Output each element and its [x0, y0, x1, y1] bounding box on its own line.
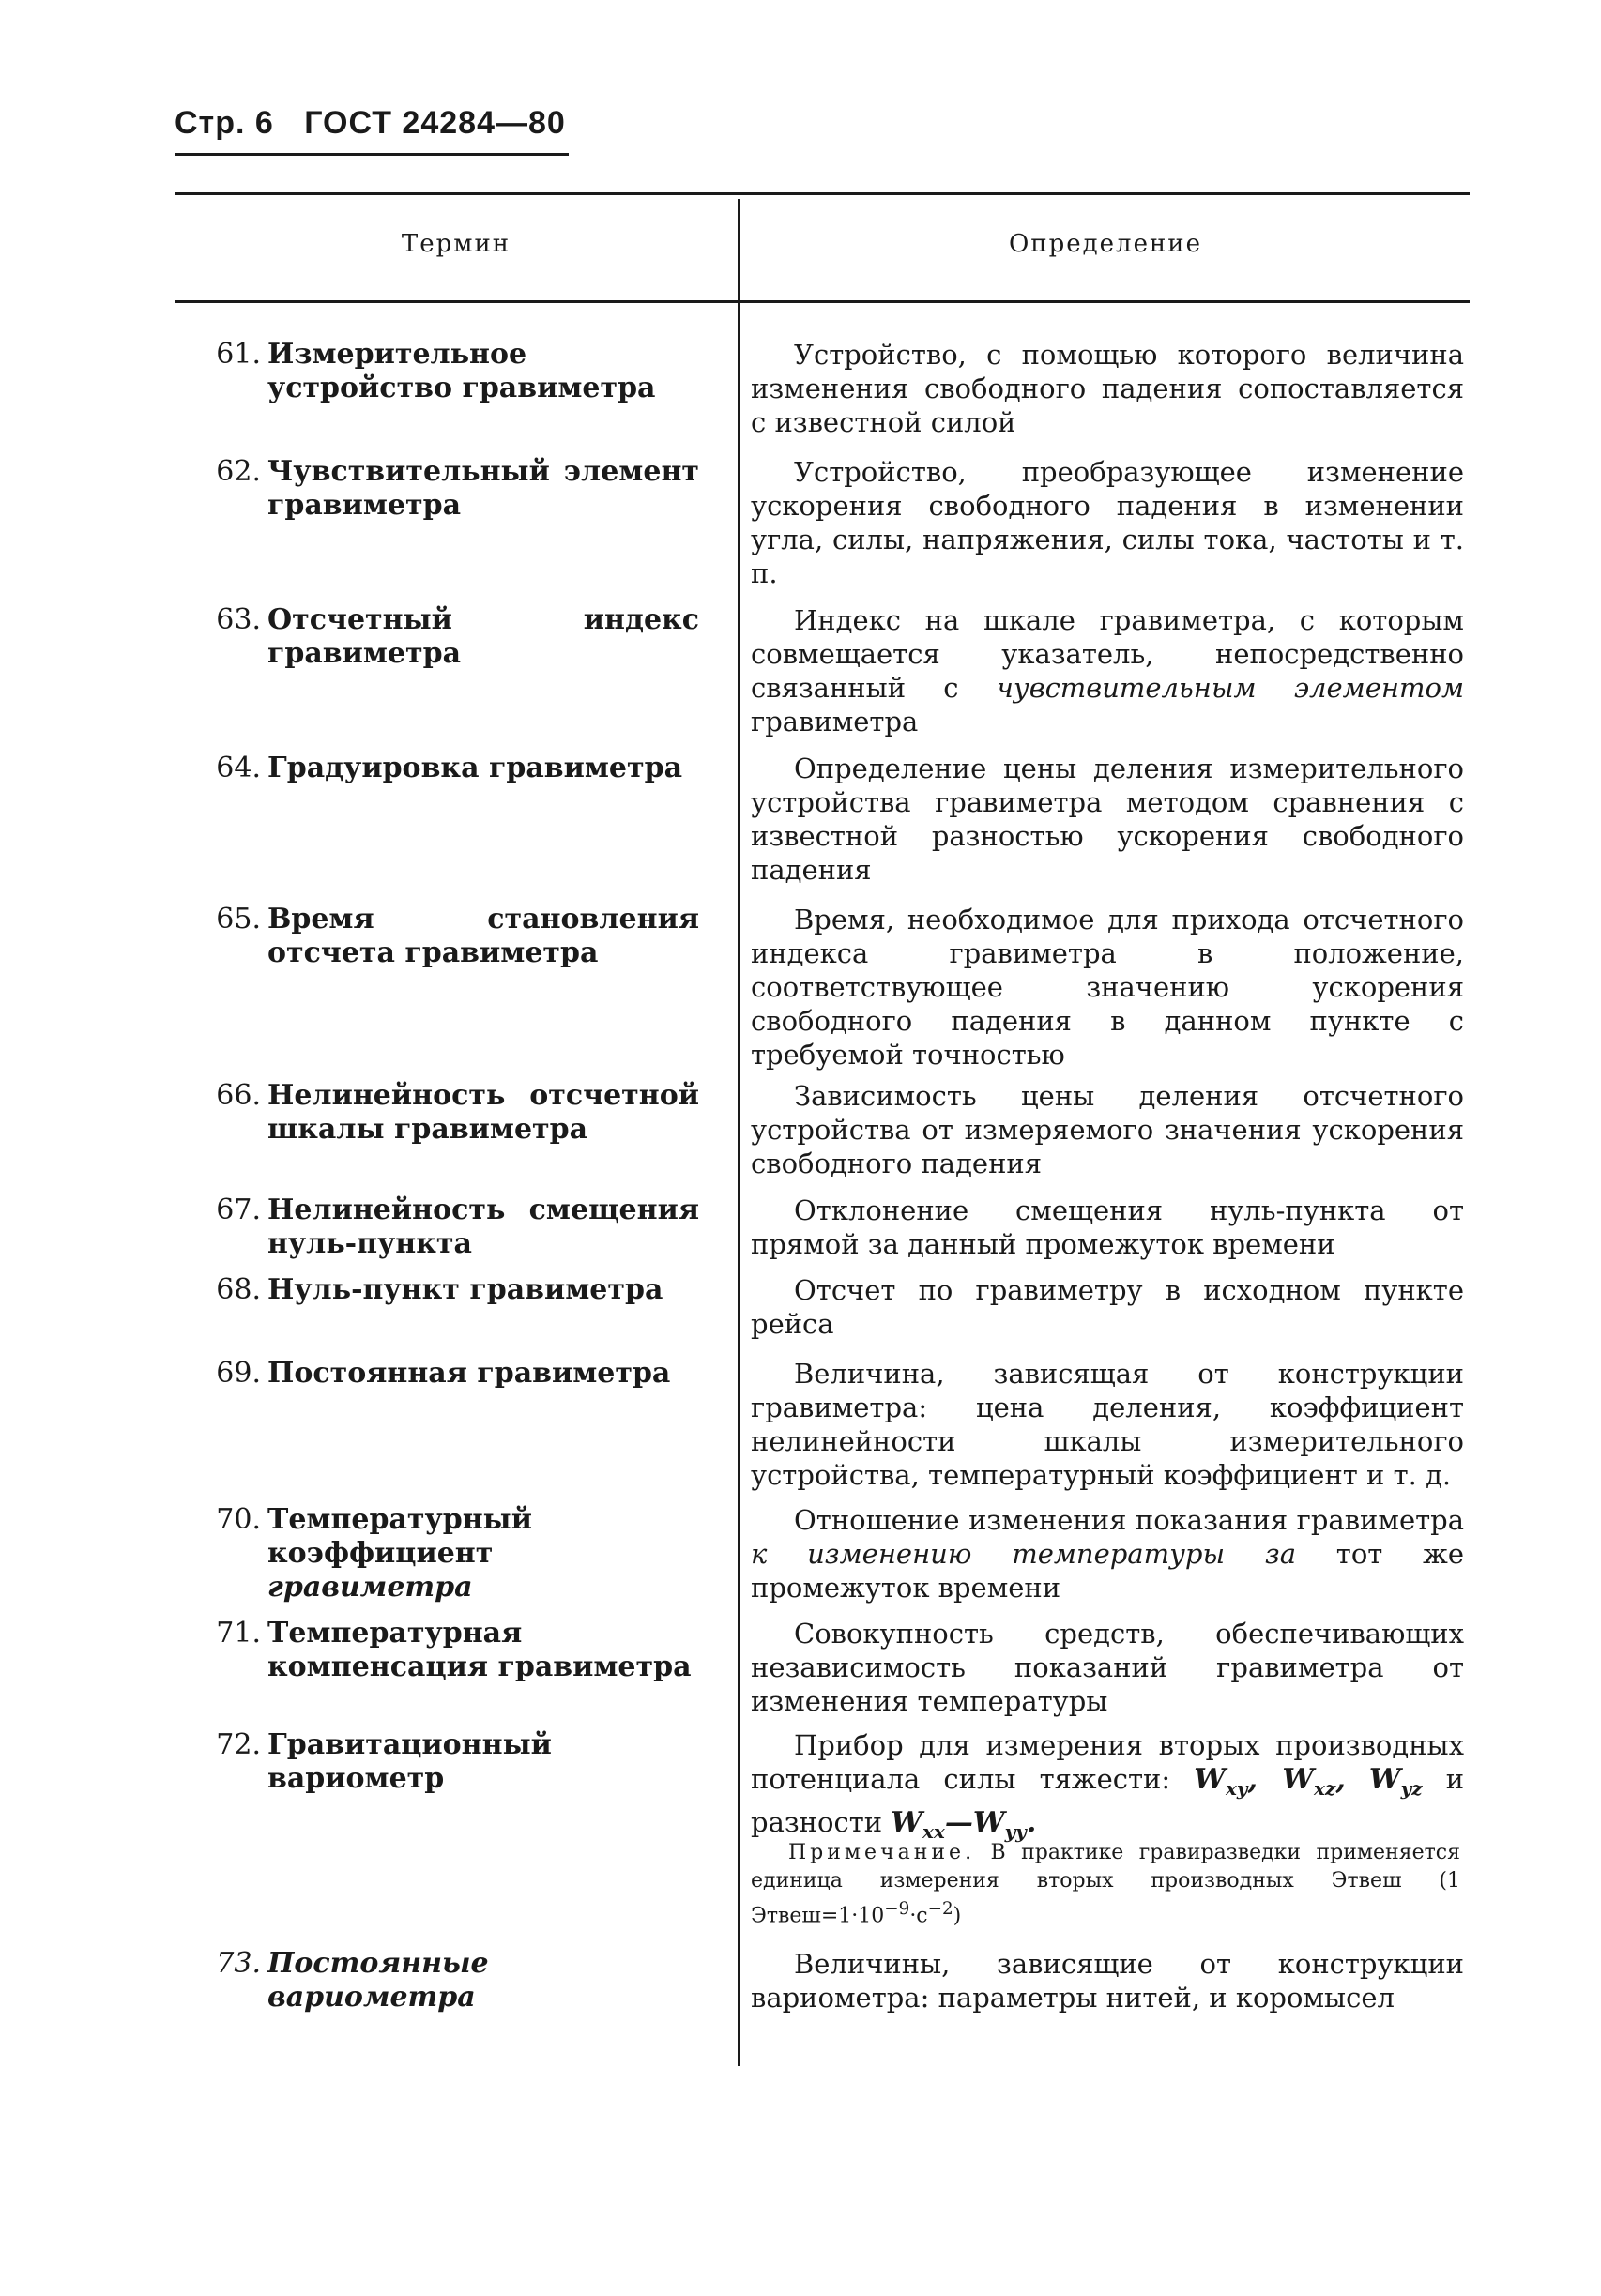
entry-term: Отсчетный индекс гравиметра [267, 603, 699, 670]
entry-definition: Совокупность средств, обеспечивающих независимость показаний гравиметра от изменения температуры [751, 1618, 1464, 1717]
table-header-rule [175, 300, 1470, 303]
entry-definition: Величина, зависящая от конструкции гравиметра: цена деления, коэффициент нелинейности шкалы измерительного устройства, температурный коэффициент и т. д. [751, 1358, 1464, 1491]
entry-term: Нелинейность отсчетной шкалы гравиметра [267, 1079, 699, 1146]
entry-definition: Время, необходимое для прихода отсчетного индекса гравиметра в положение, соответствующее значению ускорения свободного падения в данном пункте с требуемой точностью [751, 904, 1464, 1071]
entry-term: Измерительное устройство гравиметра [267, 338, 656, 404]
entry-number: 64. [216, 752, 261, 784]
column-header-term: Термин [401, 230, 511, 258]
entry-term: Постоянная гравиметра [267, 1357, 671, 1390]
entry-number: 69. [216, 1357, 261, 1390]
entry-number: 65. [216, 903, 261, 935]
column-header-definition: Определение [1008, 230, 1203, 258]
entry-term: Температурная компенсация гравиметра [267, 1617, 692, 1683]
header-rule [175, 153, 569, 156]
entry-number: 67. [216, 1194, 261, 1226]
entry-definition: Устройство, преобразующее изменение ускорения свободного падения в изменении угла, силы, напряжения, силы тока, частоты и т. п. [751, 456, 1464, 589]
entry-definition: Определение цены деления измерительного устройства гравиметра методом сравнения с известной разностью ускорения свободного падения [751, 753, 1464, 886]
page-header [175, 105, 587, 142]
entry-number: 63. [216, 603, 261, 636]
entry-definition: Отношение изменения показания гравиметра к изменению температуры за тот же промежуток времени [751, 1504, 1464, 1604]
entry-number: 62. [216, 455, 261, 488]
entry-term: Нелинейность смещения нуль-пункта [267, 1194, 699, 1260]
entry-term: Чувствительный элемент гравиметра [267, 455, 699, 522]
entry-term: Гравитационный вариометр [267, 1728, 552, 1795]
entry-definition: Отсчет по гравиметру в исходном пункте рейса [751, 1274, 1464, 1340]
entry-number: 68. [216, 1273, 261, 1306]
entry-definition: Отклонение смещения нуль-пункта от прямой за данный промежуток времени [751, 1194, 1464, 1260]
entry-number: 71. [216, 1617, 261, 1650]
table-top-rule [175, 192, 1470, 195]
entry-number: 66. [216, 1079, 261, 1112]
entry-term: Температурный коэффициент гравиметра [267, 1503, 532, 1604]
entry-number: 61. [216, 338, 261, 371]
column-divider [738, 199, 740, 2066]
page-number: Стр. 6 [175, 105, 274, 141]
entry-definition: Прибор для измерения вторых производных потенциала силы тяжести: $W_{xy}$, $W_{xz}$, $W_{yz}$ и разности $W_{xx}—W_{yy}$. [751, 1729, 1465, 1843]
entry-term: Постоянные вариометра [267, 1947, 489, 2014]
entry-definition: Зависимость цены деления отсчетного устройства от измеряемого значения ускорения свободного падения [751, 1080, 1464, 1179]
note: Примечание. В практике гравиразведки применяется единица измерения вторых производных Этвеш (1 $Этвеш=1\cdot 10^{-9}\cdot с^{-2}$) [751, 1841, 1460, 1928]
entry-term: Градуировка гравиметра [267, 752, 683, 784]
entry-definition: Устройство, с помощью которого величина изменения свободного падения сопоставляется с известной силой [751, 339, 1464, 438]
entry-number: 70. [216, 1503, 261, 1536]
entry-definition: Величины, зависящие от конструкции вариометра: параметры нитей, и коромысел [751, 1948, 1464, 2014]
standard-number: ГОСТ 24284—80 [304, 105, 566, 141]
entry-number: 73. [216, 1947, 261, 1980]
entry-term: Время становления отсчета гравиметра [267, 903, 699, 969]
entry-number: 72. [216, 1728, 261, 1761]
entry-term: Нуль-пункт гравиметра [267, 1273, 663, 1306]
entry-definition: Индекс на шкале гравиметра, с которым совмещается указатель, непосредственно связанный с чувствительным элементом гравиметра [751, 604, 1464, 737]
